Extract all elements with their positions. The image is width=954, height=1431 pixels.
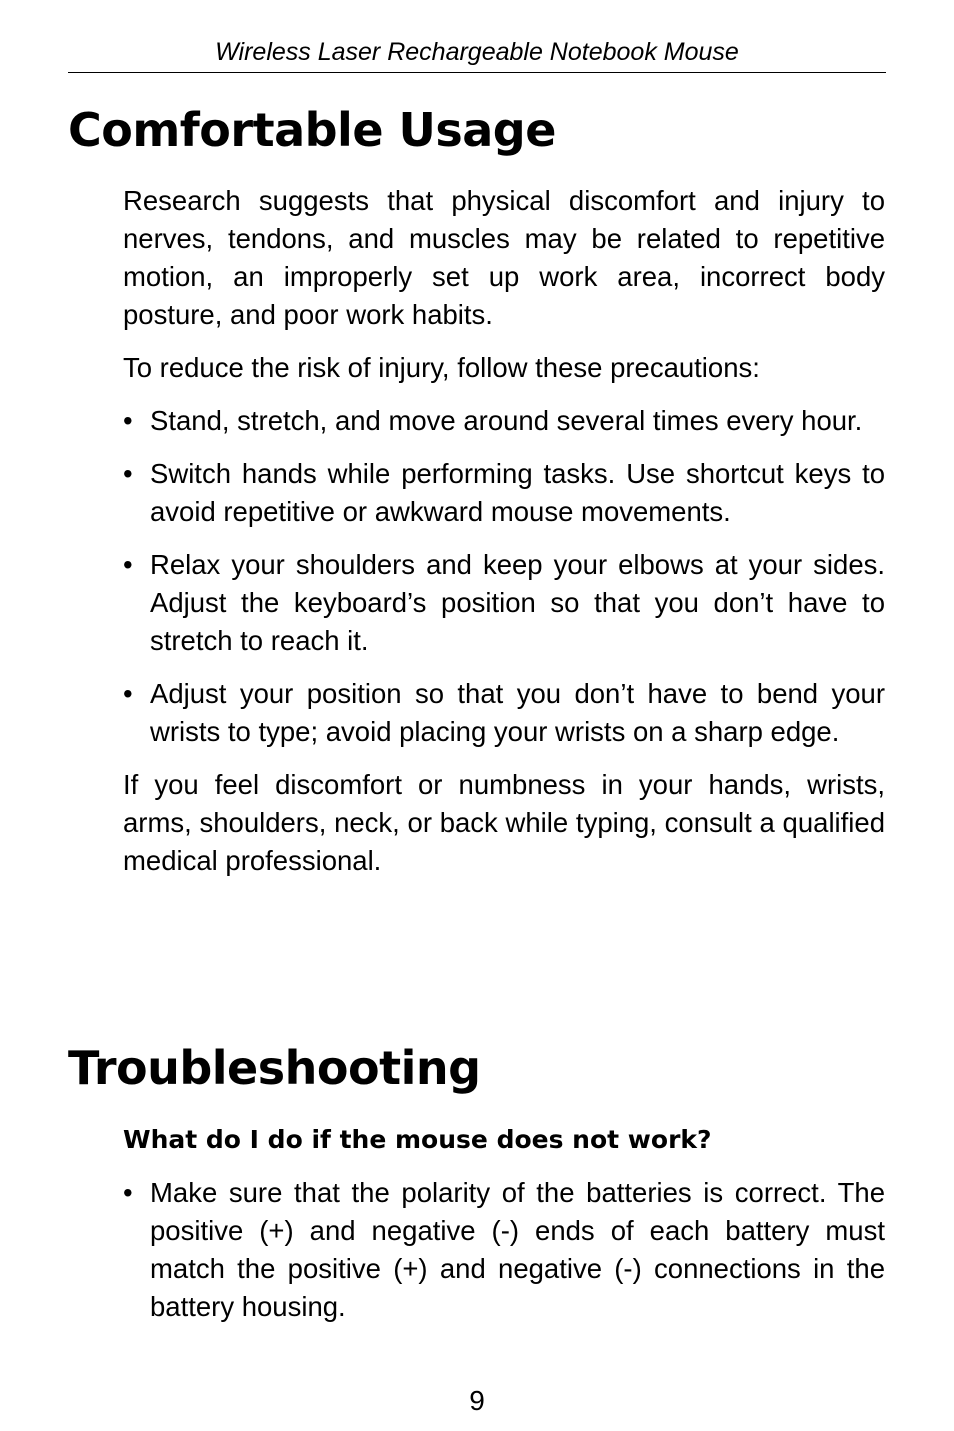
closing-paragraph: If you feel discomfort or numbness in your hands, wrists, arms, shoulders, neck, or back while typing, consult a qualified medical professional. — [123, 769, 885, 876]
list-item-text: Switch hands while performing tasks. Use shortcut keys to avoid repetitive or awkward mouse movements. — [150, 458, 885, 527]
running-header: Wireless Laser Rechargeable Notebook Mouse — [215, 38, 739, 66]
precautions-lead: To reduce the risk of injury, follow these precautions: — [123, 352, 760, 383]
troubleshooting-list — [123, 1174, 885, 1326]
bullet-marker: • — [123, 458, 133, 489]
list-item — [123, 455, 885, 531]
bullet-marker: • — [123, 549, 133, 580]
intro-paragraph: Research suggests that physical discomfort and injury to nerves, tendons, and muscles may be related to repetitive motion, an improperly set up work area, incorrect body posture, and poor work habits. — [123, 185, 885, 330]
bullet-marker: • — [123, 1177, 133, 1208]
precautions-list — [123, 402, 885, 751]
list-item — [123, 1174, 885, 1326]
troubleshooting-body — [123, 1121, 885, 1341]
comfortable-usage-body — [123, 182, 885, 895]
bullet-marker: • — [123, 678, 133, 709]
list-item-text: Adjust your position so that you don’t have to bend your wrists to type; avoid placing your wrists on a sharp edge. — [150, 678, 885, 747]
list-item-text: Make sure that the polarity of the batteries is correct. The positive (+) and negative (-) ends of each battery must match the positive (+) and negative (-) connections in the battery housing. — [150, 1177, 885, 1322]
bullet-marker: • — [123, 405, 133, 436]
list-item-text: Stand, stretch, and move around several times every hour. — [150, 405, 863, 436]
list-item — [123, 546, 885, 660]
list-item-text: Relax your shoulders and keep your elbows at your sides. Adjust the keyboard’s position so that you don’t have to stretch to reach it. — [150, 549, 885, 656]
list-item — [123, 402, 885, 440]
list-item — [123, 675, 885, 751]
page-number: 9 — [469, 1385, 485, 1416]
section-title-comfortable-usage: Comfortable Usage — [68, 103, 556, 157]
header-rule — [68, 72, 886, 73]
faq-question: What do I do if the mouse does not work? — [123, 1125, 712, 1154]
section-title-troubleshooting: Troubleshooting — [68, 1041, 481, 1095]
